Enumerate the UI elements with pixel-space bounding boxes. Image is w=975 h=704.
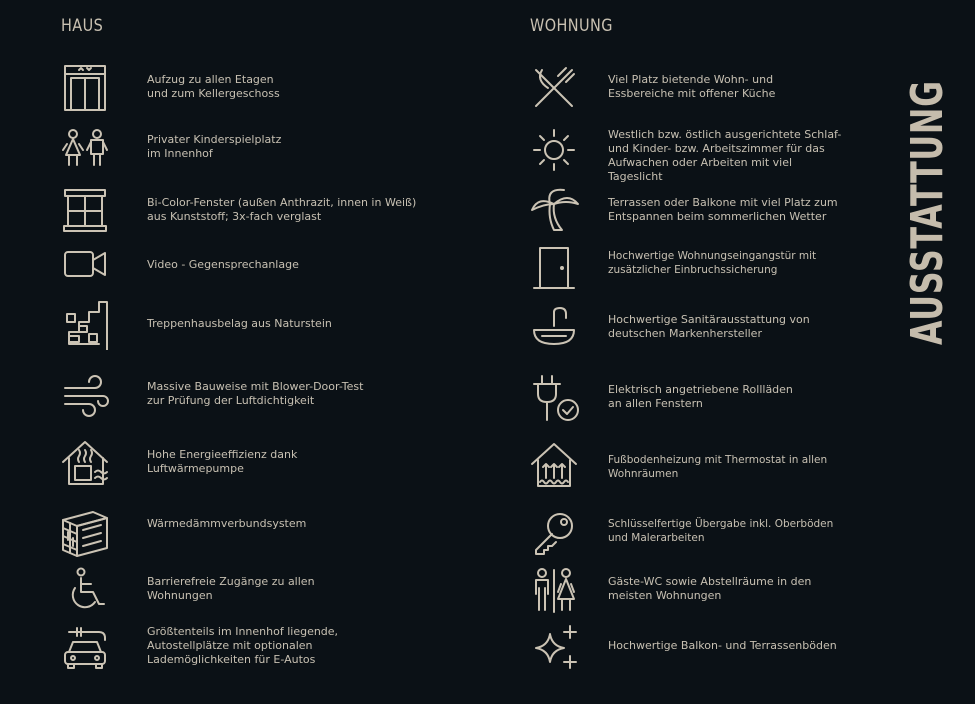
sink-icon [526, 300, 582, 356]
sun-icon [526, 122, 582, 178]
wohnung-item-text: Elektrisch angetriebene Rollläden an allen Fenstern [608, 383, 793, 410]
fork-knife-icon [526, 60, 582, 116]
haus-item-stairs [60, 296, 332, 352]
haus-item-text: Bi-Color-Fenster (außen Anthrazit, innen in Weiß) aus Kunststoff; 3x-fach verglast [147, 196, 417, 223]
haus-item-insulation [60, 504, 307, 560]
wohnung-item-text: Fußbodenheizung mit Thermostat in allen Wohnräumen [608, 454, 828, 480]
haus-item-text: Privater Kinderspielplatz im Innenhof [147, 133, 282, 160]
plug-check-icon [526, 370, 582, 426]
wohnung-item-floor-heating [526, 438, 828, 494]
haus-item-text: Video - Gegensprechanlage [147, 258, 299, 271]
haus-item-text: Treppenhausbelag aus Naturstein [147, 317, 332, 330]
wohnung-item-handover [526, 504, 834, 560]
insulated-wall-icon [57, 504, 113, 560]
haus-item-blower-door [60, 368, 364, 424]
door-icon [526, 240, 582, 296]
wohnung-item-terrace [526, 180, 838, 236]
haus-item-window [60, 182, 417, 238]
haus-item-video [60, 236, 299, 292]
wind-icon [57, 368, 113, 424]
wohnung-item-sanitary [526, 300, 810, 356]
wohnung-item-daylight [526, 122, 842, 183]
wohnung-heading: WOHNUNG [530, 16, 613, 36]
wohnung-item-kitchen [526, 60, 776, 116]
window-icon [57, 182, 113, 238]
elevator-icon [57, 60, 113, 116]
wohnung-item-text: Viel Platz bietende Wohn- und Essbereiche mit offener Küche [608, 73, 776, 100]
haus-heading: HAUS [61, 16, 104, 36]
wohnung-item-text: Hochwertige Wohnungseingangstür mit zusätzlicher Einbruchssicherung [608, 250, 817, 276]
heat-pump-house-icon [57, 436, 113, 492]
wohnung-item-door [526, 240, 817, 296]
haus-item-parking [60, 620, 339, 676]
haus-item-text: Hohe Energieeffizienz dank Luftwärmepumpe [147, 448, 298, 475]
key-icon [526, 504, 582, 560]
haus-item-elevator [60, 60, 280, 116]
wheelchair-icon [57, 562, 113, 618]
wohnung-item-text: Westlich bzw. östlich ausgerichtete Schlaf- und Kinder- bzw. Arbeitszimmer für das Aufwachen oder Arbeiten mit viel Tageslicht [608, 128, 842, 183]
palm-tree-icon [526, 180, 582, 236]
wohnung-item-text: Terrassen oder Balkone mit viel Platz zum Entspannen beim sommerlichen Wetter [608, 196, 838, 223]
children-icon [57, 120, 113, 176]
haus-item-accessible [60, 562, 315, 618]
haus-item-text: Barrierefreie Zugänge zu allen Wohnungen [147, 575, 315, 602]
wohnung-item-guest-wc [526, 562, 812, 618]
electric-car-icon [57, 620, 113, 676]
wohnung-item-text: Schlüsselfertige Übergabe inkl. Oberböden und Malerarbeiten [608, 518, 834, 544]
haus-item-text: Größtenteils im Innenhof liegende, Autostellplätze mit optionalen Lademöglichkeiten für E-Autos [147, 625, 339, 666]
sparkle-icon [526, 618, 582, 674]
wohnung-item-text: Gäste-WC sowie Abstellräume in den meisten Wohnungen [608, 575, 812, 602]
stairs-tiles-icon [57, 296, 113, 352]
haus-item-text: Massive Bauweise mit Blower-Door-Test zur Prüfung der Luftdichtigkeit [147, 380, 364, 407]
wohnung-item-shutters [526, 370, 793, 426]
haus-item-playground [60, 120, 282, 176]
floor-heating-icon [526, 438, 582, 494]
wohnung-item-text: Hochwertige Balkon- und Terrassenböden [608, 639, 837, 652]
haus-item-heat-pump [60, 436, 298, 492]
side-title: AUSSTATTUNG [902, 80, 953, 345]
wohnung-item-text: Hochwertige Sanitärausstattung von deutschen Markenhersteller [608, 313, 810, 340]
wohnung-item-floors [526, 618, 837, 674]
restroom-icon [526, 562, 582, 618]
haus-item-text: Wärmedämmverbundsystem [147, 517, 307, 530]
video-camera-icon [57, 236, 113, 292]
haus-item-text: Aufzug zu allen Etagen und zum Kellergeschoss [147, 73, 280, 100]
